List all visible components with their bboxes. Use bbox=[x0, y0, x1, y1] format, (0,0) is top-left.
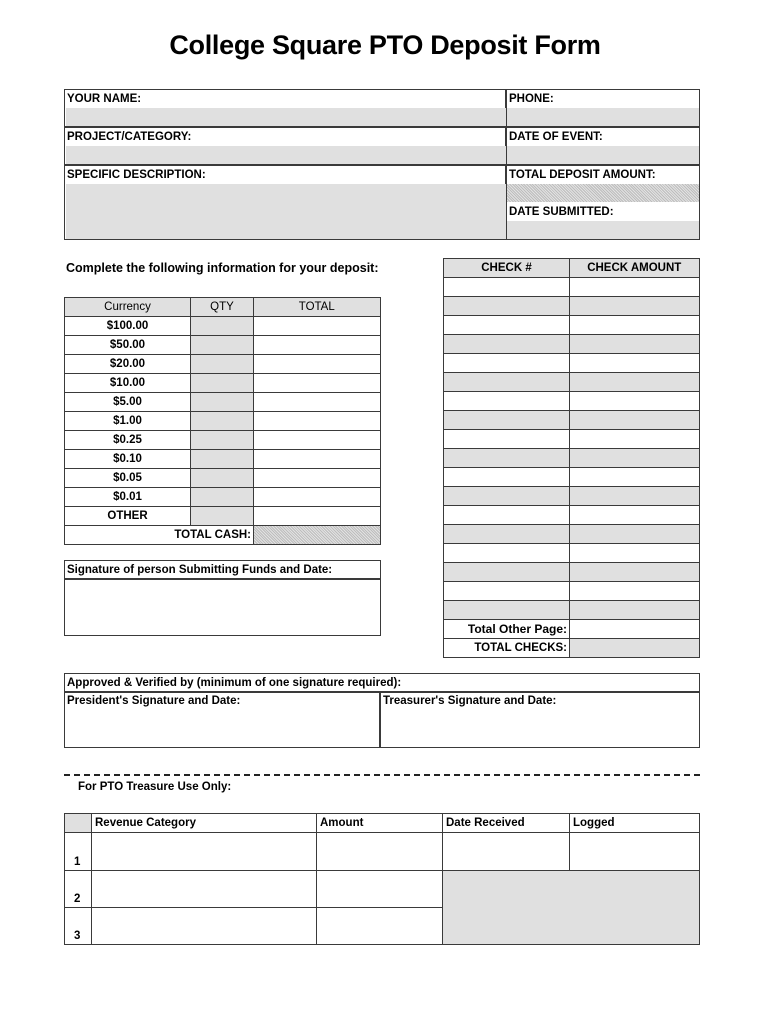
project-category-label: PROJECT/CATEGORY: bbox=[67, 131, 192, 143]
row-number: 2 bbox=[65, 871, 92, 908]
currency-label: $0.01 bbox=[65, 488, 191, 507]
check-amount-field[interactable] bbox=[570, 525, 700, 544]
submitter-signature-label: Signature of person Submitting Funds and Date: bbox=[67, 564, 333, 576]
check-row bbox=[444, 506, 700, 525]
currency-header: Currency bbox=[65, 298, 191, 317]
check-amount-field[interactable] bbox=[570, 563, 700, 582]
check-table bbox=[443, 258, 700, 658]
qty-header: QTY bbox=[191, 298, 254, 317]
date-of-event-label: DATE OF EVENT: bbox=[509, 131, 603, 143]
check-amount-field[interactable] bbox=[570, 544, 700, 563]
cash-row bbox=[65, 450, 381, 469]
logged-field[interactable] bbox=[570, 833, 700, 871]
your-name-field[interactable] bbox=[66, 108, 506, 126]
check-row bbox=[444, 335, 700, 354]
check-number-field[interactable] bbox=[444, 449, 570, 468]
total-field bbox=[254, 317, 381, 336]
check-number-field[interactable] bbox=[444, 563, 570, 582]
currency-label: $10.00 bbox=[65, 374, 191, 393]
specific-description-field[interactable] bbox=[66, 184, 506, 239]
cash-header-row bbox=[65, 298, 381, 317]
total-field bbox=[254, 412, 381, 431]
total-field bbox=[254, 507, 381, 526]
approval-heading: Approved & Verified by (minimum of one signature required): bbox=[67, 677, 402, 689]
cash-row bbox=[65, 355, 381, 374]
check-number-field[interactable] bbox=[444, 411, 570, 430]
cash-row bbox=[65, 374, 381, 393]
cash-row bbox=[65, 412, 381, 431]
check-number-field[interactable] bbox=[444, 392, 570, 411]
check-row bbox=[444, 468, 700, 487]
qty-field[interactable] bbox=[191, 488, 254, 507]
total-checks-row bbox=[444, 639, 700, 658]
cash-row bbox=[65, 507, 381, 526]
date-received-field[interactable] bbox=[443, 833, 570, 871]
check-row bbox=[444, 525, 700, 544]
cash-row bbox=[65, 336, 381, 355]
check-amount-field[interactable] bbox=[570, 468, 700, 487]
qty-field[interactable] bbox=[191, 374, 254, 393]
check-number-field[interactable] bbox=[444, 373, 570, 392]
total-deposit-amount-field bbox=[507, 184, 699, 202]
phone-label: PHONE: bbox=[509, 93, 554, 105]
project-category-field[interactable] bbox=[66, 146, 506, 164]
amount-field[interactable] bbox=[317, 833, 443, 871]
check-amount-field[interactable] bbox=[570, 316, 700, 335]
date-of-event-field[interactable] bbox=[507, 146, 699, 164]
total-other-page-label: Total Other Page: bbox=[444, 620, 570, 639]
revenue-category-field[interactable] bbox=[92, 908, 317, 945]
check-number-field[interactable] bbox=[444, 468, 570, 487]
check-amount-field[interactable] bbox=[570, 392, 700, 411]
check-row bbox=[444, 601, 700, 620]
total-field bbox=[254, 355, 381, 374]
check-row bbox=[444, 430, 700, 449]
total-field bbox=[254, 336, 381, 355]
cash-row bbox=[65, 488, 381, 507]
treasurer-signature-field[interactable] bbox=[382, 711, 698, 746]
qty-field[interactable] bbox=[191, 412, 254, 431]
total-deposit-amount-label: TOTAL DEPOSIT AMOUNT: bbox=[509, 169, 656, 181]
check-amount-field[interactable] bbox=[570, 411, 700, 430]
cash-table bbox=[64, 297, 381, 545]
amount-field[interactable] bbox=[317, 908, 443, 945]
logged-header: Logged bbox=[570, 814, 700, 833]
row-number: 3 bbox=[65, 908, 92, 945]
qty-field[interactable] bbox=[191, 431, 254, 450]
total-field bbox=[254, 488, 381, 507]
check-header-row bbox=[444, 259, 700, 278]
check-number-field[interactable] bbox=[444, 335, 570, 354]
currency-label: $20.00 bbox=[65, 355, 191, 374]
check-number-field[interactable] bbox=[444, 278, 570, 297]
qty-field[interactable] bbox=[191, 450, 254, 469]
cut-line bbox=[64, 774, 700, 776]
check-number-field[interactable] bbox=[444, 506, 570, 525]
total-field bbox=[254, 469, 381, 488]
total-field bbox=[254, 450, 381, 469]
check-amount-field[interactable] bbox=[570, 449, 700, 468]
check-row bbox=[444, 354, 700, 373]
qty-field[interactable] bbox=[191, 393, 254, 412]
check-number-field[interactable] bbox=[444, 544, 570, 563]
currency-label: $5.00 bbox=[65, 393, 191, 412]
total-header: TOTAL bbox=[254, 298, 381, 317]
check-row bbox=[444, 487, 700, 506]
row-number-header bbox=[65, 814, 92, 833]
president-signature-label: President's Signature and Date: bbox=[67, 695, 241, 707]
total-checks-field bbox=[570, 639, 700, 658]
check-row bbox=[444, 316, 700, 335]
currency-label: OTHER bbox=[65, 507, 191, 526]
check-row bbox=[444, 544, 700, 563]
total-cash-row bbox=[65, 526, 381, 545]
check-row bbox=[444, 411, 700, 430]
total-other-page-field[interactable] bbox=[570, 620, 700, 639]
check-number-field[interactable] bbox=[444, 582, 570, 601]
president-signature-field[interactable] bbox=[66, 711, 378, 746]
qty-field[interactable] bbox=[191, 355, 254, 374]
check-amount-field[interactable] bbox=[570, 430, 700, 449]
page-title: College Square PTO Deposit Form bbox=[169, 30, 601, 60]
currency-label: $0.25 bbox=[65, 431, 191, 450]
cash-row bbox=[65, 317, 381, 336]
check-number-header: CHECK # bbox=[444, 259, 570, 278]
check-amount-header: CHECK AMOUNT bbox=[570, 259, 700, 278]
row-number: 1 bbox=[65, 833, 92, 871]
total-cash-label: TOTAL CASH: bbox=[65, 526, 254, 545]
revenue-category-header: Revenue Category bbox=[92, 814, 317, 833]
qty-field[interactable] bbox=[191, 317, 254, 336]
check-amount-field[interactable] bbox=[570, 354, 700, 373]
check-number-field[interactable] bbox=[444, 487, 570, 506]
check-row bbox=[444, 297, 700, 316]
amount-header: Amount bbox=[317, 814, 443, 833]
total-field bbox=[254, 374, 381, 393]
check-amount-field[interactable] bbox=[570, 297, 700, 316]
check-number-field[interactable] bbox=[444, 430, 570, 449]
check-row bbox=[444, 278, 700, 297]
your-name-label: YOUR NAME: bbox=[67, 93, 142, 105]
currency-label: $1.00 bbox=[65, 412, 191, 431]
treasurer-use-table bbox=[64, 813, 700, 945]
total-field bbox=[254, 393, 381, 412]
check-number-field[interactable] bbox=[444, 601, 570, 620]
check-amount-field[interactable] bbox=[570, 373, 700, 392]
check-amount-field[interactable] bbox=[570, 335, 700, 354]
qty-field[interactable] bbox=[191, 469, 254, 488]
qty-field[interactable] bbox=[191, 507, 254, 526]
treasurer-signature-label: Treasurer's Signature and Date: bbox=[383, 695, 557, 707]
check-row bbox=[444, 563, 700, 582]
total-other-page-row bbox=[444, 620, 700, 639]
total-checks-label: TOTAL CHECKS: bbox=[444, 639, 570, 658]
cash-instruction: Complete the following information for your deposit: bbox=[66, 261, 379, 275]
currency-label: $0.10 bbox=[65, 450, 191, 469]
check-amount-field[interactable] bbox=[570, 582, 700, 601]
revenue-category-field[interactable] bbox=[92, 833, 317, 871]
currency-label: $0.05 bbox=[65, 469, 191, 488]
check-row bbox=[444, 373, 700, 392]
total-cash-field bbox=[254, 526, 381, 545]
check-amount-field[interactable] bbox=[570, 506, 700, 525]
currency-label: $100.00 bbox=[65, 317, 191, 336]
check-number-field[interactable] bbox=[444, 354, 570, 373]
total-field bbox=[254, 431, 381, 450]
treasurer-use-heading: For PTO Treasure Use Only: bbox=[78, 781, 232, 793]
qty-field[interactable] bbox=[191, 336, 254, 355]
specific-description-label: SPECIFIC DESCRIPTION: bbox=[67, 169, 206, 181]
check-number-field[interactable] bbox=[444, 297, 570, 316]
check-amount-field[interactable] bbox=[570, 278, 700, 297]
amount-field[interactable] bbox=[317, 871, 443, 908]
cash-row bbox=[65, 431, 381, 450]
shaded-block bbox=[443, 871, 700, 945]
currency-label: $50.00 bbox=[65, 336, 191, 355]
submitter-signature-field[interactable] bbox=[66, 580, 379, 634]
check-row bbox=[444, 449, 700, 468]
check-amount-field[interactable] bbox=[570, 601, 700, 620]
check-number-field[interactable] bbox=[444, 525, 570, 544]
phone-field[interactable] bbox=[507, 108, 699, 126]
date-received-header: Date Received bbox=[443, 814, 570, 833]
revenue-category-field[interactable] bbox=[92, 871, 317, 908]
cash-row bbox=[65, 393, 381, 412]
date-submitted-field[interactable] bbox=[507, 221, 699, 239]
date-submitted-label: DATE SUBMITTED: bbox=[509, 206, 614, 218]
check-row bbox=[444, 392, 700, 411]
check-number-field[interactable] bbox=[444, 316, 570, 335]
cash-row bbox=[65, 469, 381, 488]
check-amount-field[interactable] bbox=[570, 487, 700, 506]
check-row bbox=[444, 582, 700, 601]
